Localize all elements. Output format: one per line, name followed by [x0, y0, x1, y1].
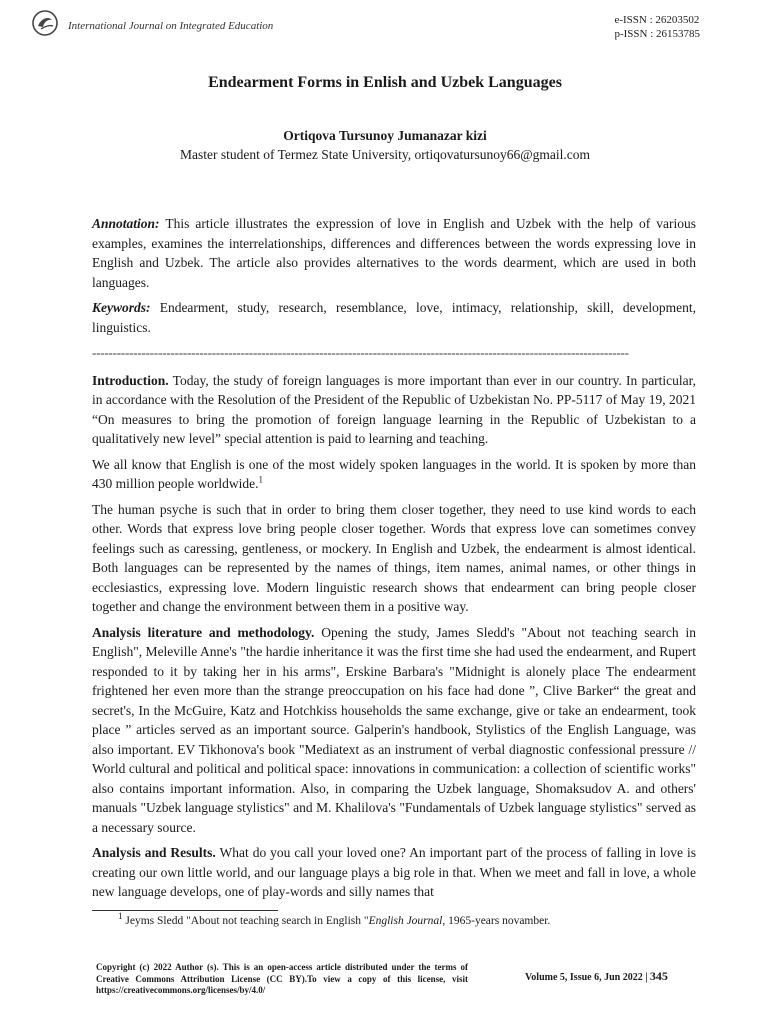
journal-name: International Journal on Integrated Education: [68, 20, 274, 32]
volume-text: Volume 5, Issue 6, Jun 2022 |: [525, 972, 650, 983]
article-title: Endearment Forms in Enlish and Uzbek Languages: [208, 74, 562, 91]
annotation-label: Annotation:: [92, 216, 160, 231]
keywords-paragraph: [92, 298, 696, 337]
footnote-number: 1: [118, 911, 123, 922]
article-body: [92, 214, 696, 908]
annotation-text: This article illustrates the expression of love in English and Uzbek with the help of various examples, examines the interrelationships, differences and differences between the words expressing love in English and Uzbek. The article also provides alternatives to the words dearment, which are used in both languages.: [92, 216, 696, 290]
english-speakers-text: We all know that English is one of the most widely spoken languages in the world. It is spoken by more than 430 million people worldwide.: [92, 456, 696, 491]
introduction-text: Today, the study of foreign languages is more important than ever in our country. In particular, in accordance with the Resolution of the President of the Republic of Uzbekistan No. PP-5117 of May 19, 2021 “On measures to bring the promotion of foreign language learning in the Republic of Uzbekistan to a qualitatively new level” special attention is paid to learning and teaching.: [92, 372, 696, 446]
introduction-label: Introduction.: [92, 372, 169, 388]
results-paragraph: [92, 843, 696, 902]
footnote-pre: Jeyms Sledd "About not teaching search in English ": [122, 915, 369, 927]
literature-paragraph: [92, 623, 696, 838]
author-name: Ortiqova Tursunoy Jumanazar kizi: [283, 128, 487, 143]
footnote-post: , 1965-years novamber.: [442, 915, 551, 927]
issn-block: [614, 13, 700, 41]
introduction-paragraph: [92, 371, 696, 449]
volume-info: [525, 969, 668, 984]
section-divider: ----------------------------------------------------------------------------------------------------------------------------------: [92, 345, 629, 360]
author-affiliation: Master student of Termez State University, ortiqovatursunoy66@gmail.com: [179, 147, 591, 162]
p-issn: p-ISSN : 26153785: [614, 28, 700, 40]
results-label: Analysis and Results.: [92, 845, 216, 860]
page-header: [32, 10, 700, 46]
copyright-notice: Copyright (c) 2022 Author (s). This is an open-access article distributed under the terms of Creative Commons Attribution License (CC BY).To view a copy of this license, visit https://creativecommons.org/licenses/by/4.0/: [96, 962, 468, 995]
footnote-ref: 1: [258, 474, 263, 485]
keywords-label: Keywords:: [92, 300, 151, 315]
footnote: [118, 911, 551, 927]
page-number: 345: [649, 969, 668, 983]
english-speakers-paragraph: [92, 455, 696, 494]
keywords-text: Endearment, study, research, resemblance, love, intimacy, relationship, skill, development, linguistics.: [92, 300, 696, 335]
results-text: What do you call your loved one? An important part of the process of falling in love is creating our own little world, and our language plays a big role in that. When we meet and fall in love, a whole new language develops, one of play-words and silly names that: [92, 845, 696, 899]
e-issn: e-ISSN : 26203502: [614, 14, 700, 26]
literature-text: Opening the study, James Sledd's "About not teaching search in English", Meleville Anne's "the hardie inheritance it was the first time she had used the endearment, and Rupert responded to it by taking her in his arms", Erskine Barbara's "Midnight is alonely place The endearment frightened her even more than the strange preoccupation on his face had done ”, Clive Barker“ the great and secret's, In the McGuire, Katz and Hotchkiss households the same exchange, give or take an endearment, took place ” articles served as an important source. Galperin's handbook, Stylistics of the English Language, was also important. EV Tikhonova's book "Mediatext as an instrument of verbal diagnostic confessional pressure // World cultural and political and political space: innovations in communication: a collection of scientific works" also contains important information. Also, in comparing the Uzbek language, Shomaksudov A. and others' manuals "Uzbek language stylistics" and M. Khalilova's "Fundamentals of Uzbek language stylistics" served as a necessary source.: [92, 624, 697, 835]
psyche-paragraph: The human psyche is such that in order to bring them closer together, they need to use kind words to each other. Words that express love bring people closer together. Words that express love can sometimes convey feelings such as caressing, gentleness, or mockery. In English and Uzbek, the endearment is almost identical. Both languages can be represented by the names of things, item names, animal names, or other things in ecclesiastics, expressing love. Modern linguistic research shows that endearment can bring people closer together and change the environment between them in a positive way.: [92, 501, 696, 614]
footnote-journal: English Journal: [368, 915, 443, 927]
annotation-paragraph: [92, 214, 696, 292]
literature-label: Analysis literature and methodology.: [92, 624, 315, 640]
journal-logo-icon: [32, 10, 58, 36]
